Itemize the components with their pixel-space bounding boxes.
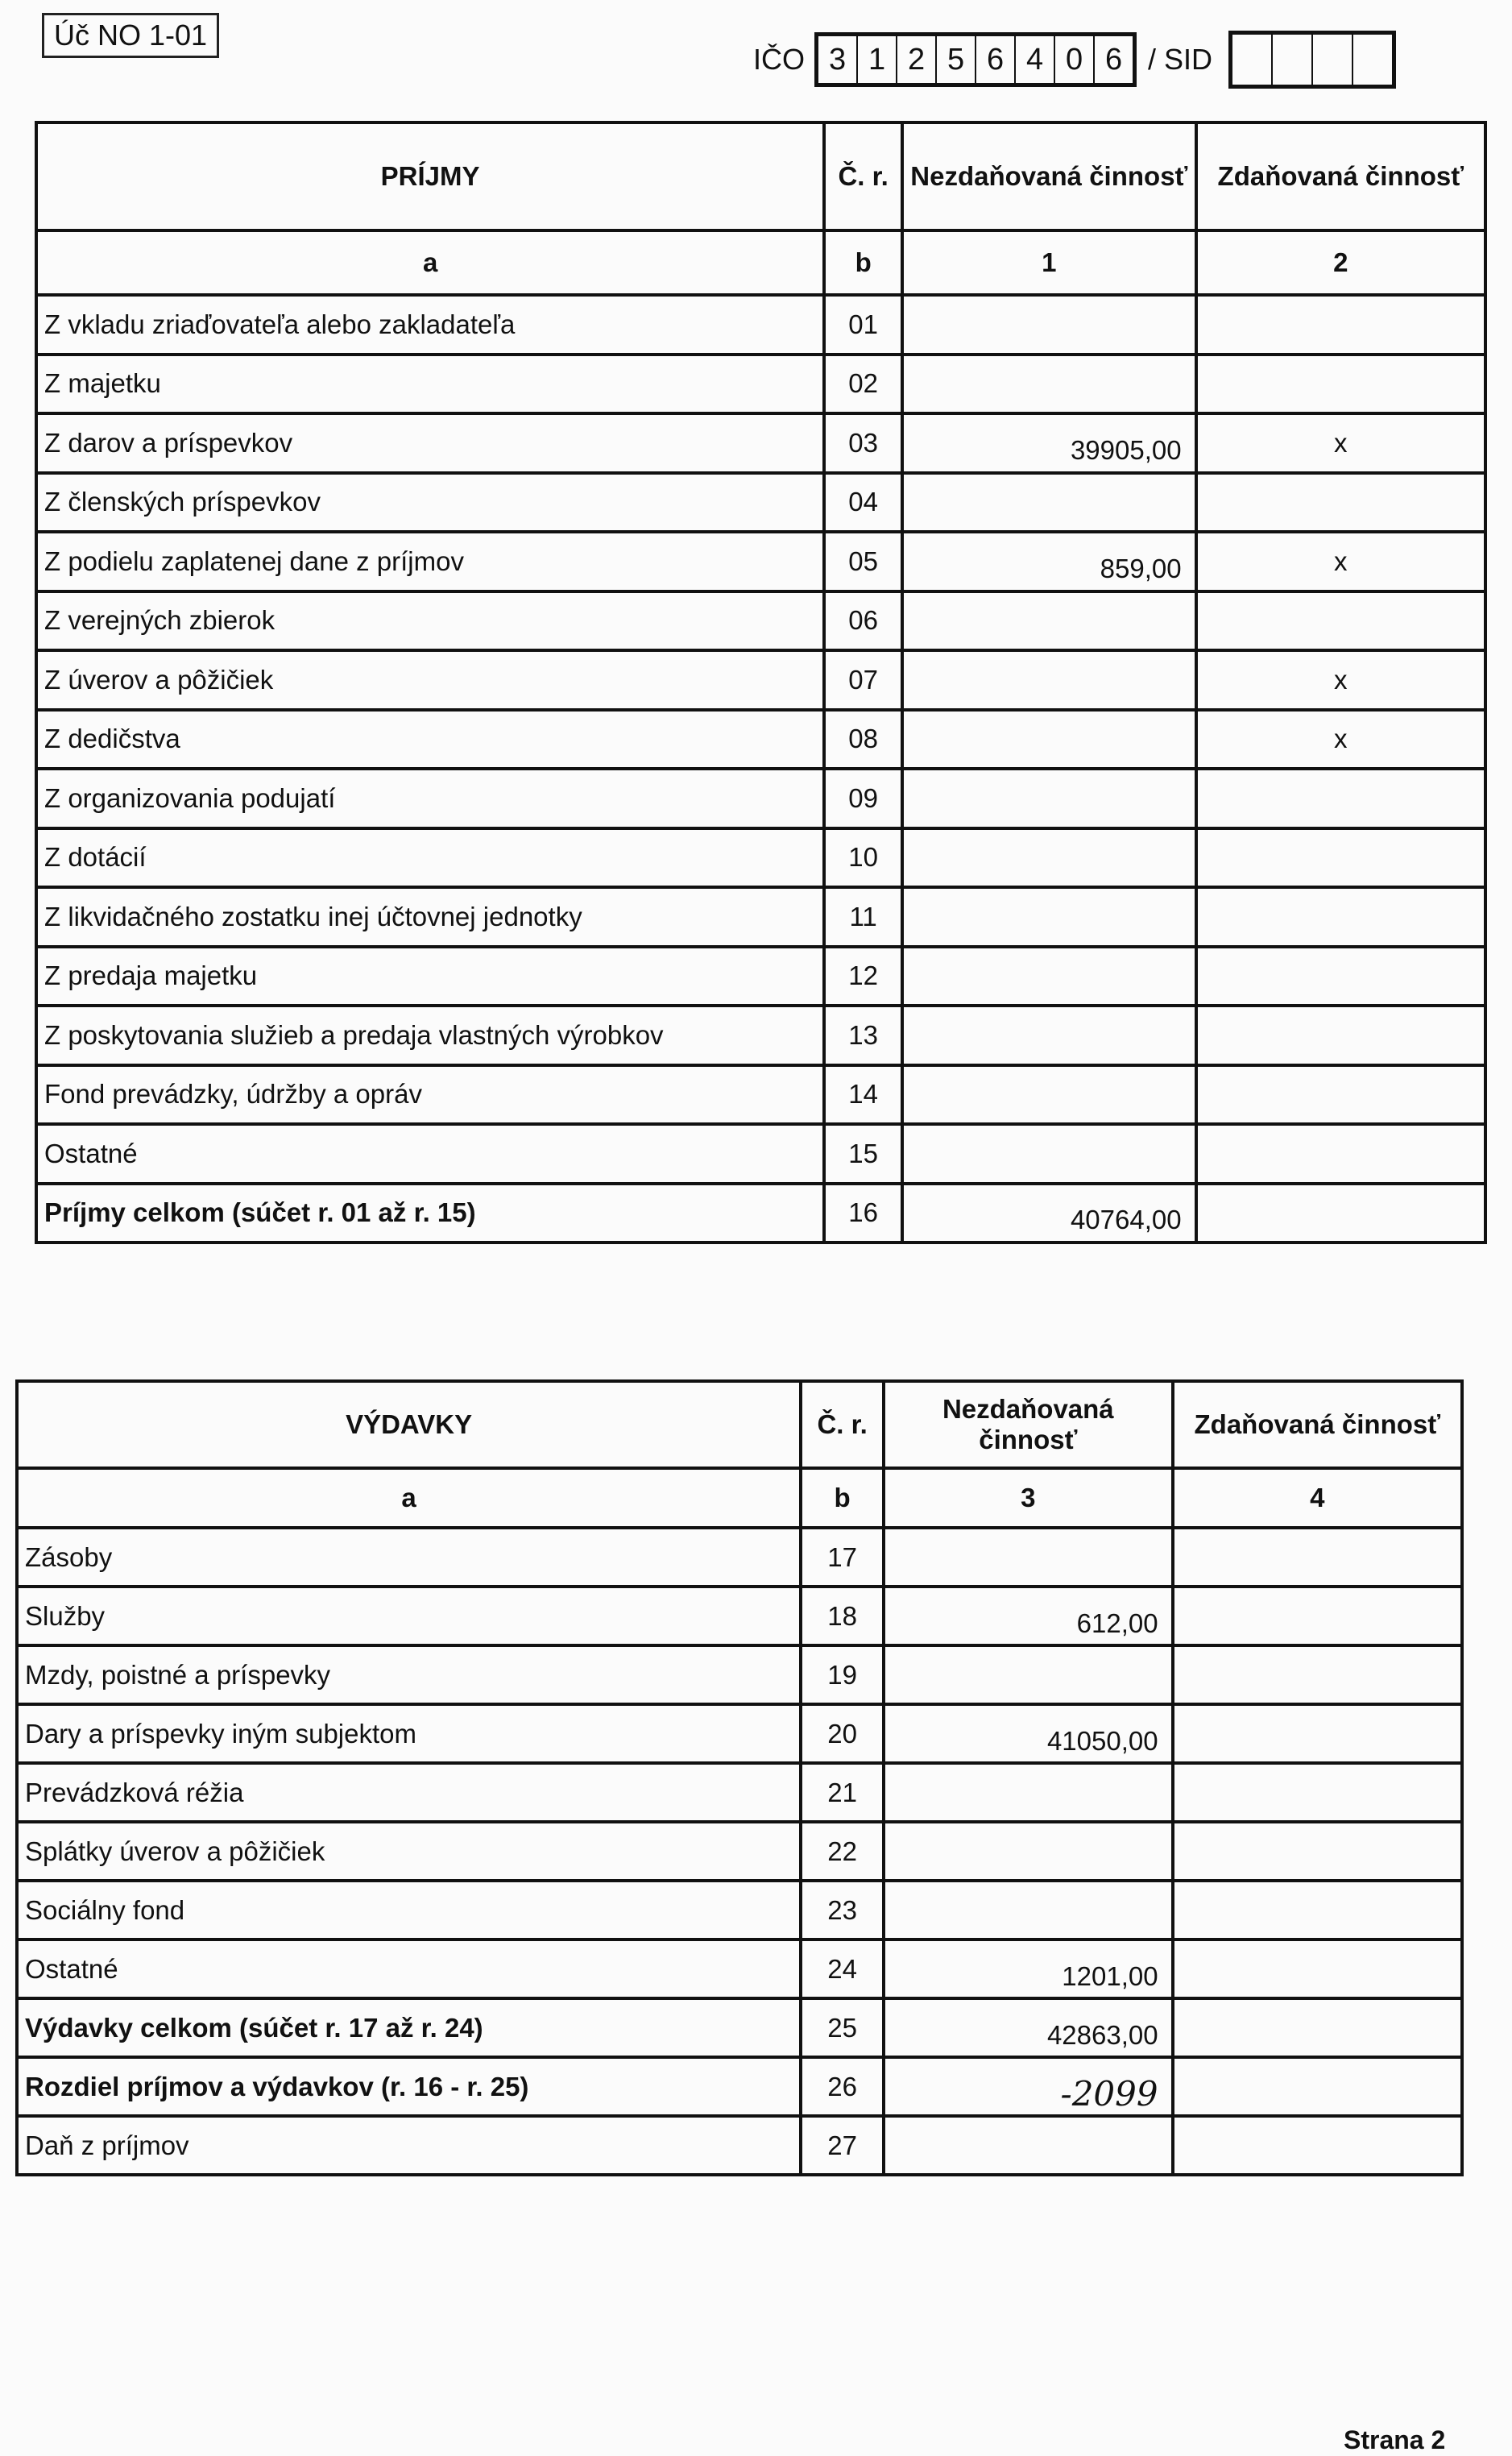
row-label: Z dotácií xyxy=(36,828,824,888)
value-col-nontaxed[interactable]: 859,00 xyxy=(902,532,1196,591)
value-col-nontaxed[interactable] xyxy=(884,1528,1173,1587)
value-col-nontaxed[interactable] xyxy=(902,355,1196,414)
page-number: Strana 2 xyxy=(1344,2425,1446,2454)
table-row xyxy=(17,1528,1462,1587)
ico-digit-box[interactable]: 0 xyxy=(1055,36,1095,83)
ico-digit-boxes xyxy=(814,32,1137,87)
value-col-nontaxed[interactable] xyxy=(902,1006,1196,1065)
table-row xyxy=(36,591,1485,651)
col4-header: Zdaňovaná činnosť xyxy=(1173,1381,1462,1468)
col2-header: Zdaňovaná činnosť xyxy=(1196,122,1485,230)
row-number: 04 xyxy=(824,473,902,533)
table-row xyxy=(17,1704,1462,1763)
value-col-nontaxed[interactable]: 1201,00 xyxy=(884,1939,1173,1998)
table-row xyxy=(17,2057,1462,2116)
ico-digit-box[interactable]: 6 xyxy=(976,36,1016,83)
sid-digit-box[interactable] xyxy=(1232,35,1273,85)
value-col-taxed[interactable]: x xyxy=(1196,710,1485,770)
row-no-header: Č. r. xyxy=(824,122,902,230)
value-col-nontaxed[interactable] xyxy=(884,1763,1173,1822)
value-col-taxed[interactable] xyxy=(1173,1528,1462,1587)
row-number: 23 xyxy=(801,1881,884,1939)
income-table xyxy=(35,121,1487,1244)
table-row xyxy=(36,295,1485,355)
row-number: 03 xyxy=(824,413,902,473)
ico-label: IČO xyxy=(753,43,806,76)
table-row xyxy=(36,413,1485,473)
value-col-taxed[interactable] xyxy=(1173,2057,1462,2116)
value-col-taxed[interactable] xyxy=(1196,473,1485,533)
row-number: 16 xyxy=(824,1184,902,1243)
value-col-nontaxed[interactable] xyxy=(902,887,1196,947)
row-label: Z predaja majetku xyxy=(36,947,824,1006)
row-number: 20 xyxy=(801,1704,884,1763)
row-label: Zásoby xyxy=(17,1528,801,1587)
value-col-taxed[interactable]: x xyxy=(1196,650,1485,710)
ico-digit-box[interactable]: 1 xyxy=(858,36,897,83)
value-col-taxed[interactable] xyxy=(1196,295,1485,355)
row-label: Z vkladu zriaďovateľa alebo zakladateľa xyxy=(36,295,824,355)
value-col-nontaxed[interactable] xyxy=(902,710,1196,770)
income-title: PRÍJMY xyxy=(36,122,824,230)
row-label: Z podielu zaplatenej dane z príjmov xyxy=(36,532,824,591)
row-label: Dary a príspevky iným subjektom xyxy=(17,1704,801,1763)
value-col-nontaxed[interactable] xyxy=(902,947,1196,1006)
expenses-table xyxy=(15,1379,1464,2176)
row-number: 21 xyxy=(801,1763,884,1822)
row-label: Prevádzková réžia xyxy=(17,1763,801,1822)
row-number: 06 xyxy=(824,591,902,651)
row-number: 01 xyxy=(824,295,902,355)
row-label: Fond prevádzky, údržby a opráv xyxy=(36,1065,824,1125)
row-label: Mzdy, poistné a príspevky xyxy=(17,1645,801,1704)
table-row xyxy=(36,710,1485,770)
row-number: 14 xyxy=(824,1065,902,1125)
row-number: 18 xyxy=(801,1587,884,1645)
value-col-nontaxed[interactable] xyxy=(902,828,1196,888)
value-col-nontaxed[interactable] xyxy=(884,1645,1173,1704)
value-col-taxed[interactable] xyxy=(1196,591,1485,651)
row-number: 11 xyxy=(824,887,902,947)
value-col-nontaxed[interactable]: 612,00 xyxy=(884,1587,1173,1645)
ico-digit-box[interactable]: 3 xyxy=(818,36,858,83)
letter-4: 4 xyxy=(1173,1468,1462,1528)
row-label: Daň z príjmov xyxy=(17,2116,801,2175)
letter-b: b xyxy=(824,230,902,295)
letter-a: a xyxy=(36,230,824,295)
value-col-taxed[interactable]: x xyxy=(1196,413,1485,473)
row-label: Výdavky celkom (súčet r. 17 až r. 24) xyxy=(17,1998,801,2057)
row-label: Príjmy celkom (súčet r. 01 až r. 15) xyxy=(36,1184,824,1243)
value-col-taxed[interactable] xyxy=(1196,769,1485,828)
row-number: 19 xyxy=(801,1645,884,1704)
letter-b: b xyxy=(801,1468,884,1528)
table-row xyxy=(36,1124,1485,1184)
row-label: Z majetku xyxy=(36,355,824,414)
value-col-taxed[interactable] xyxy=(1173,1998,1462,2057)
table-row xyxy=(17,1763,1462,1822)
sid-digit-boxes xyxy=(1228,31,1396,89)
sid-digit-box[interactable] xyxy=(1313,35,1353,85)
row-label: Z dedičstva xyxy=(36,710,824,770)
value-col-taxed[interactable] xyxy=(1196,1065,1485,1125)
row-number: 22 xyxy=(801,1822,884,1881)
row-label: Z členských príspevkov xyxy=(36,473,824,533)
table-row xyxy=(17,1939,1462,1998)
row-number: 09 xyxy=(824,769,902,828)
ico-field xyxy=(753,31,1396,89)
table-row xyxy=(36,1184,1485,1243)
table-row xyxy=(36,532,1485,591)
letter-2: 2 xyxy=(1196,230,1485,295)
value-col-taxed[interactable]: x xyxy=(1196,532,1485,591)
row-no-header: Č. r. xyxy=(801,1381,884,1468)
sid-label: / SID xyxy=(1148,43,1213,76)
value-col-taxed[interactable] xyxy=(1173,1822,1462,1881)
row-label: Z likvidačného zostatku inej účtovnej jednotky xyxy=(36,887,824,947)
sid-digit-box[interactable] xyxy=(1273,35,1313,85)
row-label: Z úverov a pôžičiek xyxy=(36,650,824,710)
value-col-nontaxed[interactable] xyxy=(884,1822,1173,1881)
row-number: 17 xyxy=(801,1528,884,1587)
row-label: Služby xyxy=(17,1587,801,1645)
row-label: Sociálny fond xyxy=(17,1881,801,1939)
value-col-nontaxed[interactable]: 41050,00 xyxy=(884,1704,1173,1763)
letter-a: a xyxy=(17,1468,801,1528)
row-number: 27 xyxy=(801,2116,884,2175)
row-label: Z darov a príspevkov xyxy=(36,413,824,473)
row-label: Ostatné xyxy=(36,1124,824,1184)
value-col-nontaxed[interactable] xyxy=(902,473,1196,533)
value-col-nontaxed[interactable] xyxy=(902,769,1196,828)
row-number: 07 xyxy=(824,650,902,710)
value-col-taxed[interactable] xyxy=(1173,1763,1462,1822)
value-col-taxed[interactable] xyxy=(1173,1939,1462,1998)
row-number: 08 xyxy=(824,710,902,770)
row-number: 12 xyxy=(824,947,902,1006)
row-number: 24 xyxy=(801,1939,884,1998)
table-row xyxy=(36,887,1485,947)
expenses-title: VÝDAVKY xyxy=(17,1381,801,1468)
col3-header: Nezdaňovaná činnosť xyxy=(884,1381,1173,1468)
value-col-nontaxed[interactable]: 39905,00 xyxy=(902,413,1196,473)
table-row xyxy=(17,2116,1462,2175)
ico-digit-box[interactable]: 5 xyxy=(937,36,976,83)
table-row xyxy=(17,1587,1462,1645)
row-label: Ostatné xyxy=(17,1939,801,1998)
table-row xyxy=(17,1822,1462,1881)
value-col-taxed[interactable] xyxy=(1196,828,1485,888)
value-col-taxed[interactable] xyxy=(1196,1124,1485,1184)
value-col-taxed[interactable] xyxy=(1196,1006,1485,1065)
table-row xyxy=(36,650,1485,710)
row-label: Z organizovania podujatí xyxy=(36,769,824,828)
value-col-taxed[interactable] xyxy=(1173,1645,1462,1704)
sid-digit-box[interactable] xyxy=(1353,35,1392,85)
value-col-nontaxed[interactable] xyxy=(902,1065,1196,1125)
row-label: Z poskytovania služieb a predaja vlastných výrobkov xyxy=(36,1006,824,1065)
letter-1: 1 xyxy=(902,230,1196,295)
value-col-taxed[interactable] xyxy=(1196,947,1485,1006)
table-row xyxy=(17,1881,1462,1939)
row-label: Splátky úverov a pôžičiek xyxy=(17,1822,801,1881)
row-number: 26 xyxy=(801,2057,884,2116)
row-number: 15 xyxy=(824,1124,902,1184)
table-row xyxy=(36,1065,1485,1125)
value-col-taxed[interactable] xyxy=(1173,1704,1462,1763)
value-col-nontaxed[interactable]: 40764,00 xyxy=(902,1184,1196,1243)
value-col-nontaxed[interactable] xyxy=(884,1881,1173,1939)
row-number: 13 xyxy=(824,1006,902,1065)
value-col-nontaxed[interactable] xyxy=(902,295,1196,355)
table-row xyxy=(36,355,1485,414)
value-col-nontaxed[interactable]: -2099 xyxy=(884,2057,1173,2116)
row-number: 05 xyxy=(824,532,902,591)
ico-digit-box[interactable]: 4 xyxy=(1016,36,1055,83)
ico-digit-box[interactable]: 2 xyxy=(897,36,937,83)
value-col-taxed[interactable] xyxy=(1173,1881,1462,1939)
value-col-taxed[interactable] xyxy=(1173,1587,1462,1645)
table-row xyxy=(36,473,1485,533)
form-code: Úč NO 1-01 xyxy=(42,13,219,58)
value-col-taxed[interactable] xyxy=(1196,355,1485,414)
value-col-taxed[interactable] xyxy=(1196,887,1485,947)
ico-digit-box[interactable]: 6 xyxy=(1104,42,1123,77)
table-row xyxy=(36,947,1485,1006)
value-col-nontaxed[interactable] xyxy=(884,2116,1173,2175)
value-col-taxed[interactable] xyxy=(1173,2116,1462,2175)
row-number: 25 xyxy=(801,1998,884,2057)
table-row xyxy=(17,1645,1462,1704)
table-row xyxy=(36,1006,1485,1065)
row-label: Rozdiel príjmov a výdavkov (r. 16 - r. 25) xyxy=(17,2057,801,2116)
row-label: Z verejných zbierok xyxy=(36,591,824,651)
value-col-nontaxed[interactable]: 42863,00 xyxy=(884,1998,1173,2057)
row-number: 02 xyxy=(824,355,902,414)
letter-3: 3 xyxy=(884,1468,1173,1528)
value-col-nontaxed[interactable] xyxy=(902,650,1196,710)
row-number: 10 xyxy=(824,828,902,888)
table-row xyxy=(17,1998,1462,2057)
value-col-taxed[interactable] xyxy=(1196,1184,1485,1243)
value-col-nontaxed[interactable] xyxy=(902,1124,1196,1184)
col1-header: Nezdaňovaná činnosť xyxy=(902,122,1196,230)
value-col-nontaxed[interactable] xyxy=(902,591,1196,651)
table-row xyxy=(36,828,1485,888)
table-row xyxy=(36,769,1485,828)
